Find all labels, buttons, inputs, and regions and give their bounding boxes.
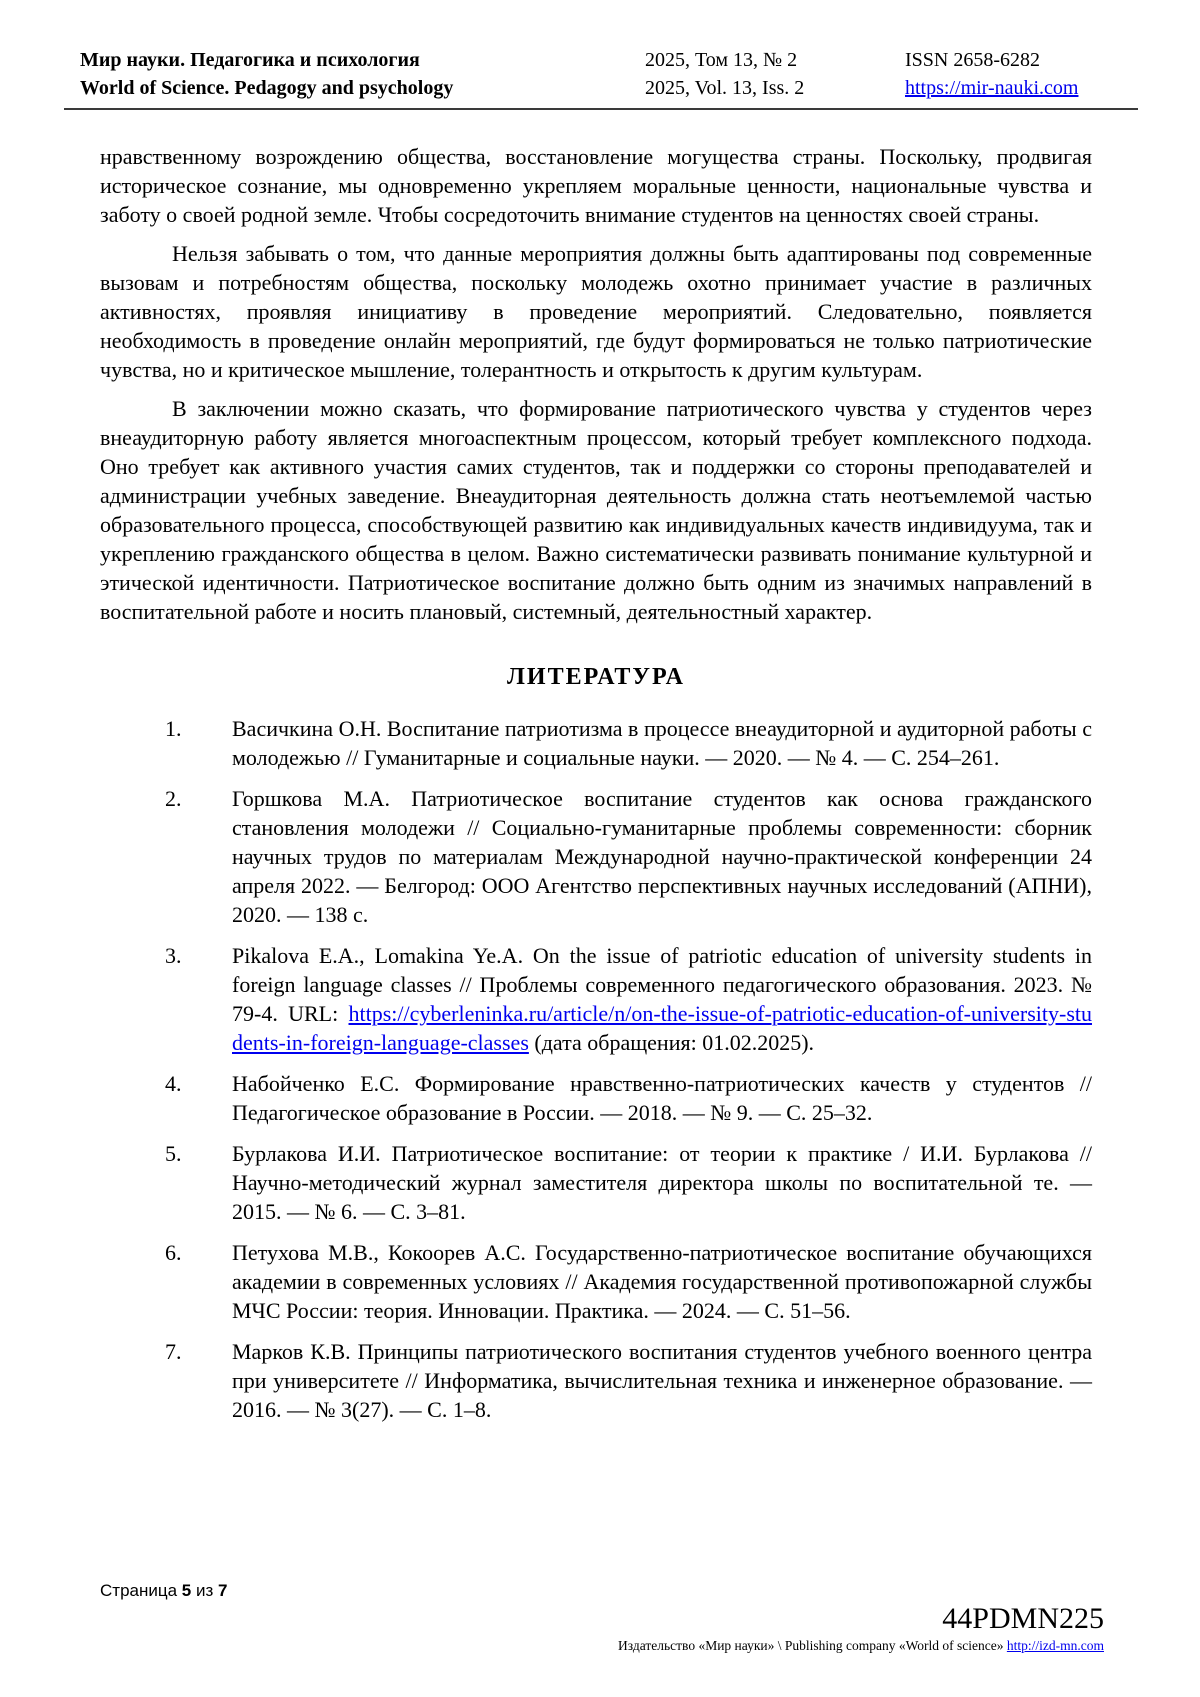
reference-text: Горшкова М.А. Патриотическое воспитание студентов как основа гражданского становления молодежи // Социально-гуманитарные проблемы современности: сборник научных трудов по материалам Международной научно-практической конференции 24 апреля 2022. — Белгород: ООО Агентство перспективных научных исследований (АПНИ), 2020. — 138 с. bbox=[232, 786, 1092, 927]
paragraph: Нельзя забывать о том, что данные мероприятия должны быть адаптированы под современные вызовам и потребностям общества, поскольку молодежь охотно принимает участие в различных активностях, проявляя инициативу в проведение мероприятий. Следовательно, появляется необходимость в проведение онлайн мероприятий, где будут формироваться не только патриотические чувства, но и критическое мышление, толерантность и открытость к другим культурам. bbox=[100, 241, 1092, 382]
journal-title-block bbox=[80, 46, 645, 102]
reference-item bbox=[100, 1139, 1092, 1226]
page-total: 7 bbox=[218, 1581, 228, 1600]
reference-number: 2. bbox=[165, 786, 182, 811]
issue-info-ru: 2025, Том 13, № 2 bbox=[645, 49, 798, 71]
page-indicator-of: из bbox=[191, 1581, 218, 1600]
reference-item bbox=[100, 941, 1092, 1057]
reference-text: Марков К.В. Принципы патриотического воспитания студентов учебного военного центра при университете // Информатика, вычислительная техника и инженерное образование. — 2016. — № 3(27). — С. 1–8. bbox=[232, 1339, 1092, 1422]
article-body bbox=[100, 142, 1092, 1436]
reference-number: 1. bbox=[165, 716, 182, 741]
journal-title-en: World of Science. Pedagogy and psychology bbox=[80, 77, 454, 99]
journal-site-link[interactable]: https://mir-nauki.com bbox=[905, 77, 1079, 99]
issue-info-block bbox=[645, 46, 905, 102]
reference-text: Бурлакова И.И. Патриотическое воспитание: от теории к практике / И.И. Бурлакова // Научно-методический журнал заместителя директора школы по воспитательной те. — 2015. — № 6. — С. 3–81. bbox=[232, 1141, 1092, 1224]
issn-label: ISSN 2658-6282 bbox=[905, 49, 1041, 71]
issn-block bbox=[905, 46, 1125, 102]
reference-link[interactable]: https://cyberleninka.ru/article/n/on-the-issue-of-patriotic-education-of-university-students-in-foreign-language-classes bbox=[232, 1001, 1092, 1055]
journal-title-ru: Мир науки. Педагогика и психология bbox=[80, 49, 420, 71]
publisher-link[interactable]: http://izd-mn.com bbox=[1006, 1638, 1104, 1653]
publisher-text: Издательство «Мир науки» \ Publishing company «World of science» bbox=[618, 1638, 1007, 1653]
reference-number: 3. bbox=[165, 943, 182, 968]
reference-item bbox=[100, 784, 1092, 929]
header-divider bbox=[64, 108, 1138, 110]
reference-text-before-link: Pikalova E.A., Lomakina Ye.A. On the issue of patriotic education of university students in foreign language classes // Проблемы современного педагогического образования. 2023. № 79-4. URL: bbox=[232, 943, 1092, 1026]
reference-number: 7. bbox=[165, 1339, 182, 1364]
reference-item bbox=[100, 1337, 1092, 1424]
document-code: 44PDMN225 bbox=[942, 1602, 1104, 1635]
reference-item bbox=[100, 1238, 1092, 1325]
reference-item bbox=[100, 1069, 1092, 1127]
reference-item bbox=[100, 714, 1092, 772]
references-heading: ЛИТЕРАТУРА bbox=[507, 664, 685, 690]
page-indicator bbox=[100, 1581, 227, 1601]
reference-text-after-link: (дата обращения: 01.02.2025). bbox=[528, 1030, 815, 1055]
paragraph: В заключении можно сказать, что формирование патриотического чувства у студентов через внеаудиторную работу является многоаспектным процессом, который требует комплексного подхода. Оно требует как активного участия самих студентов, так и поддержки со стороны преподавателей и администрации учебных заведение. Внеаудиторная деятельность должна стать неотъемлемой частью образовательного процесса, способствующей развитию как индивидуальных качеств индивидуума, так и укреплению гражданского общества в целом. Важно систематически развивать понимание культурной и этической идентичности. Патриотическое воспитание должно быть одним из значимых направлений в воспитательной работе и носить плановый, системный, деятельностный характер. bbox=[100, 396, 1092, 624]
page-header bbox=[80, 46, 1125, 102]
publisher-note bbox=[618, 1637, 1104, 1654]
reference-text bbox=[232, 941, 1092, 1057]
page-current: 5 bbox=[181, 1581, 192, 1600]
reference-number: 6. bbox=[165, 1240, 182, 1265]
reference-text: Петухова М.В., Кокоорев А.С. Государственно-патриотическое воспитание обучающихся академии в современных условиях // Академия государственной противопожарной службы МЧС России: теория. Инновации. Практика. — 2024. — С. 51–56. bbox=[232, 1240, 1092, 1323]
issue-info-en: 2025, Vol. 13, Iss. 2 bbox=[645, 77, 805, 99]
page-indicator-label: Страница bbox=[100, 1581, 182, 1600]
reference-text: Васичкина О.Н. Воспитание патриотизма в процессе внеаудиторной и аудиторной работы с молодежью // Гуманитарные и социальные науки. — 2020. — № 4. — С. 254–261. bbox=[232, 716, 1092, 770]
reference-text: Набойченко Е.С. Формирование нравственно-патриотических качеств у студентов // Педагогическое образование в России. — 2018. — № 9. — С. 25–32. bbox=[232, 1071, 1092, 1125]
reference-number: 5. bbox=[165, 1141, 182, 1166]
reference-number: 4. bbox=[165, 1071, 182, 1096]
paragraph: нравственному возрождению общества, восстановление могущества страны. Поскольку, продвигая историческое сознание, мы одновременно укрепляем моральные ценности, национальные чувства и заботу о своей родной земле. Чтобы сосредоточить внимание студентов на ценностях своей страны. bbox=[100, 144, 1092, 227]
